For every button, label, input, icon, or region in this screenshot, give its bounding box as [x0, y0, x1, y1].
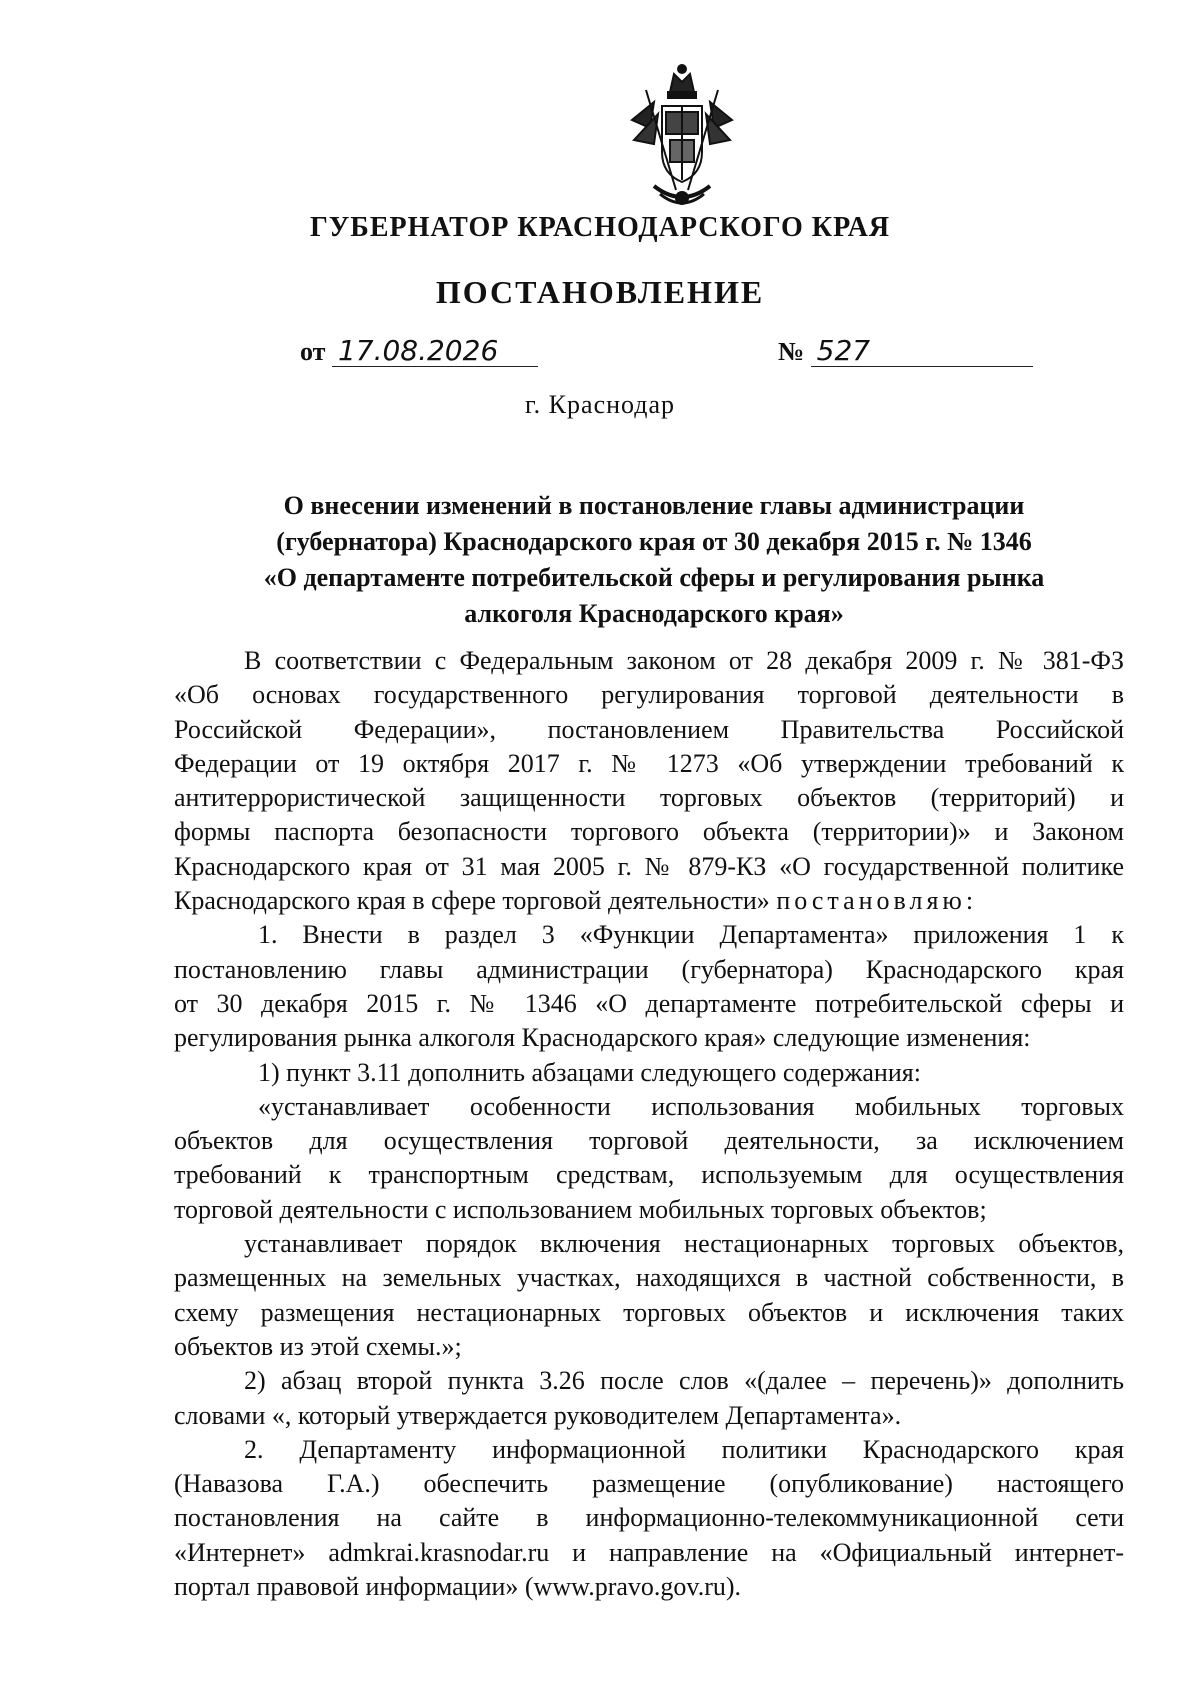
date-label: от — [300, 337, 326, 366]
body-line: регулирования рынка алкоголя Краснодарского края» следующие изменения: — [174, 1023, 1031, 1053]
body-line: антитеррористической защищенности торговых объектов (территорий) и — [174, 783, 1124, 813]
body-line: схему размещения нестационарных торговых объектов и исключения таких — [174, 1297, 1124, 1327]
document-body — [174, 644, 1124, 1604]
number-value-handwritten: 527 — [811, 336, 1033, 367]
body-line: 2) абзац второй пункта 3.26 после слов «(далее – перечень)» дополнить — [244, 1366, 1124, 1396]
number-label: № — [778, 337, 805, 366]
body-text-run: Краснодарского края в сфере торговой деятельности» — [174, 886, 770, 916]
body-line: Краснодарского края от 31 мая 2005 г. № 879-КЗ «О государственной политике — [174, 851, 1124, 881]
document-title — [196, 488, 1112, 632]
authority-heading: ГУБЕРНАТОР КРАСНОДАРСКОГО КРАЯ — [309, 212, 891, 243]
body-line: «Об основах государственного регулирования торговой деятельности в — [174, 680, 1124, 710]
body-line: постановления на сайте в информационно-телекоммуникационной сети — [174, 1503, 1124, 1533]
document-type-heading: ПОСТАНОВЛЕНИЕ — [435, 274, 765, 310]
body-line: от 30 декабря 2015 г. № 1346 «О департаменте потребительской сферы и — [174, 988, 1124, 1018]
body-line: (Навазова Г.А.) обеспечить размещение (опубликование) настоящего — [174, 1469, 1124, 1499]
body-line: 1. Внести в раздел 3 «Функции Департамента» приложения 1 к — [258, 920, 1124, 950]
title-line: (губернатора) Краснодарского края от 30 декабря 2015 г. № 1346 — [276, 527, 1032, 556]
body-line: торговой деятельности с использованием мобильных торговых объектов; — [174, 1194, 987, 1224]
body-line: В соответствии с Федеральным законом от 28 декабря 2009 г. № 381-ФЗ — [244, 646, 1124, 675]
title-line: алкоголя Краснодарского края» — [464, 599, 844, 628]
number-block — [778, 336, 1033, 367]
body-line: объектов для осуществления торговой деятельности, за исключением — [174, 1126, 1124, 1156]
body-line: Федерации от 19 октября 2017 г. № 1273 «Об утверждении требований к — [174, 748, 1124, 778]
title-line: О внесении изменений в постановление главы администрации — [283, 491, 1025, 520]
body-line: постановлению главы администрации (губернатора) Краснодарского края — [174, 954, 1124, 984]
body-line: формы паспорта безопасности торгового объекта (территории)» и Законом — [174, 817, 1124, 847]
body-line: портал правовой информации» (www.pravo.gov.ru). — [174, 1572, 742, 1602]
date-value-handwritten: 17.08.2026 — [332, 336, 538, 367]
body-line: «Интернет» admkrai.krasnodar.ru и направление на «Официальный интернет- — [174, 1537, 1124, 1567]
city-line: г. Краснодар — [524, 390, 676, 419]
body-line: 1) пункт 3.11 дополнить абзацами следующего содержания: — [258, 1057, 921, 1087]
body-line: требований к транспортным средствам, используемым для осуществления — [174, 1160, 1124, 1190]
body-line: «устанавливает особенности использования мобильных торговых — [258, 1091, 1124, 1121]
date-block — [300, 336, 538, 367]
body-line — [174, 884, 1124, 918]
title-line: «О департаменте потребительской сферы и регулирования рынка — [263, 563, 1045, 592]
body-line: 2. Департаменту информационной политики Краснодарского края — [244, 1434, 1124, 1464]
body-line: словами «, который утверждается руководителем Департамента». — [174, 1400, 902, 1430]
krasnodar-coat-of-arms-icon — [624, 62, 740, 214]
body-line: устанавливает порядок включения нестационарных торговых объектов, — [244, 1229, 1124, 1259]
resolution-verb: постановляю: — [776, 886, 978, 916]
body-line: размещенных на земельных участках, находящихся в частной собственности, в — [174, 1263, 1124, 1293]
body-line: объектов из этой схемы.»; — [174, 1331, 462, 1361]
body-line: Российской Федерации», постановлением Правительства Российской — [174, 714, 1124, 744]
